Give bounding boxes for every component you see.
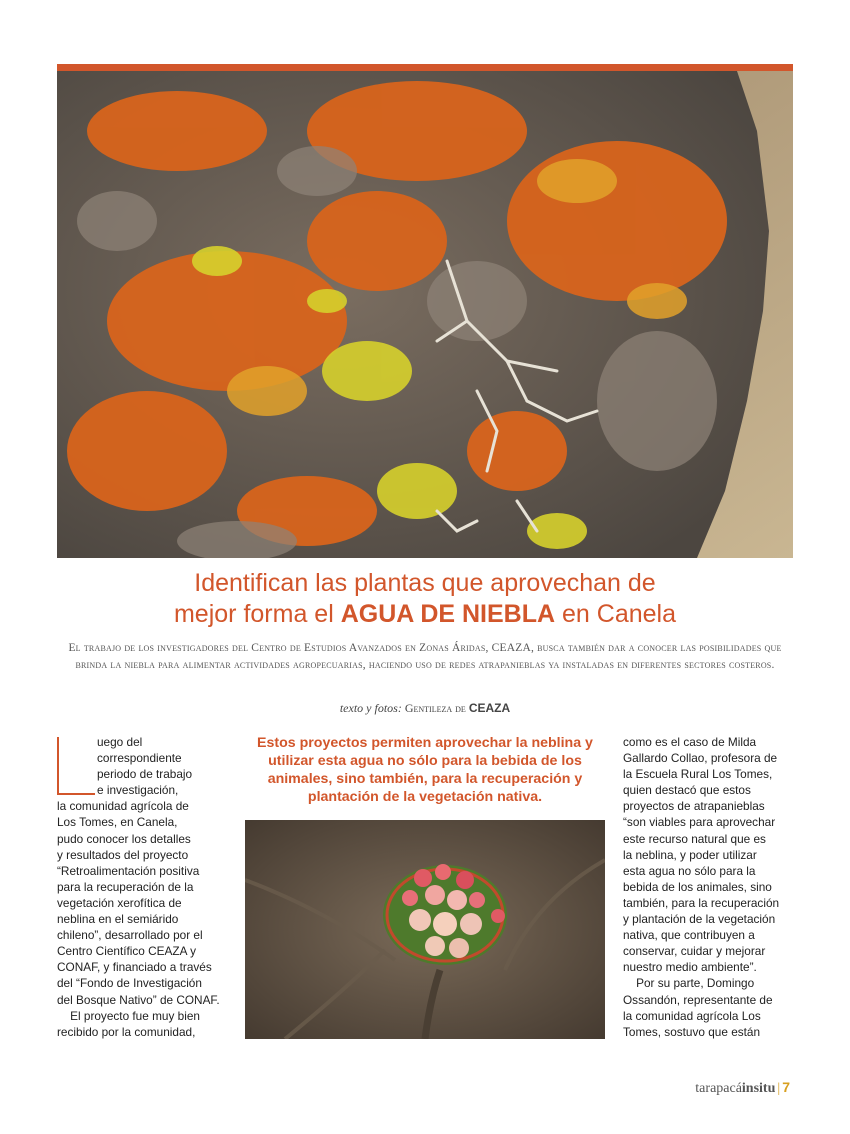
body-line: CONAF, y financiado a través	[57, 960, 212, 975]
body-line: la comunidad agrícola Los	[623, 1008, 761, 1023]
body-line: Por su parte, Domingo	[623, 976, 755, 991]
footer-separator: |	[777, 1081, 781, 1096]
body-line: Ossandón, representante de	[623, 992, 773, 1007]
body-line: proyectos de atrapanieblas	[623, 799, 765, 814]
body-line: Centro Científico CEAZA y	[57, 944, 196, 959]
body-line: El proyecto fue muy bien	[57, 1008, 200, 1023]
article-deck: El trabajo de los investigadores del Centro de Estudios Avanzados en Zonas Áridas, CEAZA, busca también dar a conocer las posibilidades que brinda la niebla para alimentar actividades agropecuarias, haciendo uso de redes atrapanieblas ya instaladas en diferentes sectores costeros.	[68, 642, 782, 671]
credit-org: CEAZA	[468, 701, 511, 715]
body-line: neblina en el semiárido	[57, 912, 179, 927]
headline-highlight: AGUA DE NIEBLA	[340, 600, 556, 628]
body-line: pudo conocer los detalles	[57, 831, 191, 846]
body-line: recibido por la comunidad,	[57, 1024, 196, 1039]
dropcap-line: correspondiente	[97, 751, 182, 766]
page-number: 7	[782, 1079, 790, 1095]
photo-credit	[57, 701, 793, 716]
dropcap-line: e investigación,	[97, 783, 179, 798]
body-line: y resultados del proyecto	[57, 847, 189, 862]
pull-quote: Estos proyectos permiten aprovechar la neblina y utilizar esta agua no sólo para la bebida de los animales, sino también, para la recuperación y plantación de la vegetación nativa.	[257, 735, 593, 805]
body-line: Tomes, sostuvo que están	[623, 1024, 761, 1039]
footer-brand-regular: tarapacá	[695, 1081, 742, 1096]
page-footer	[695, 1079, 790, 1097]
body-line: como es el caso de Milda	[623, 735, 757, 749]
body-line: Los Tomes, en Canela,	[57, 815, 178, 830]
body-line: para la recuperación de la	[57, 879, 194, 894]
body-line: quien destacó que estos	[623, 783, 751, 798]
body-line: nuestro medio ambiente”.	[623, 960, 757, 975]
body-line: “son viables para aprovechar	[623, 815, 776, 830]
hero-photo-lichen-rock	[57, 71, 793, 558]
body-column-right	[623, 734, 793, 1040]
body-line: chileno”, desarrollado por el	[57, 928, 203, 943]
body-line: conservar, cuidar y mejorar	[623, 944, 766, 959]
dropcap-line: periodo de trabajo	[97, 767, 193, 782]
body-line: del “Fondo de Investigación	[57, 976, 202, 991]
body-line: la Escuela Rural Los Tomes,	[623, 767, 773, 782]
body-line: esta agua no sólo para la	[623, 863, 756, 878]
footer-brand-bold: insitu	[741, 1081, 776, 1096]
body-line: la comunidad agrícola de	[57, 799, 189, 814]
headline-line-2-end: en Canela	[555, 600, 676, 628]
article-headline	[57, 568, 793, 630]
body-line: del Bosque Nativo” de CONAF.	[57, 992, 220, 1007]
top-accent-rule	[57, 64, 793, 71]
body-line: vegetación xerofítica de	[57, 895, 182, 910]
credit-label: texto y fotos:	[339, 701, 402, 715]
body-column-left	[57, 734, 229, 1040]
headline-line-1: Identifican las plantas que aprovechan de	[194, 569, 656, 597]
body-line: este recurso natural que es	[623, 831, 766, 846]
body-line: bebida de los animales, sino	[623, 879, 772, 894]
body-line: la neblina, y poder utilizar	[623, 847, 757, 862]
body-line: y plantación de la vegetación	[623, 912, 776, 927]
body-line: “Retroalimentación positiva	[57, 863, 200, 878]
credit-name: Gentileza de	[404, 701, 466, 715]
dropcap-line: uego del	[97, 735, 143, 749]
headline-line-2-start: mejor forma el	[173, 600, 341, 628]
body-line: también, para la recuperación	[623, 895, 780, 910]
flower-photo	[245, 820, 605, 1039]
body-line: Gallardo Collao, profesora de	[623, 751, 778, 766]
body-line: nativa, que contribuyen a	[623, 928, 755, 943]
